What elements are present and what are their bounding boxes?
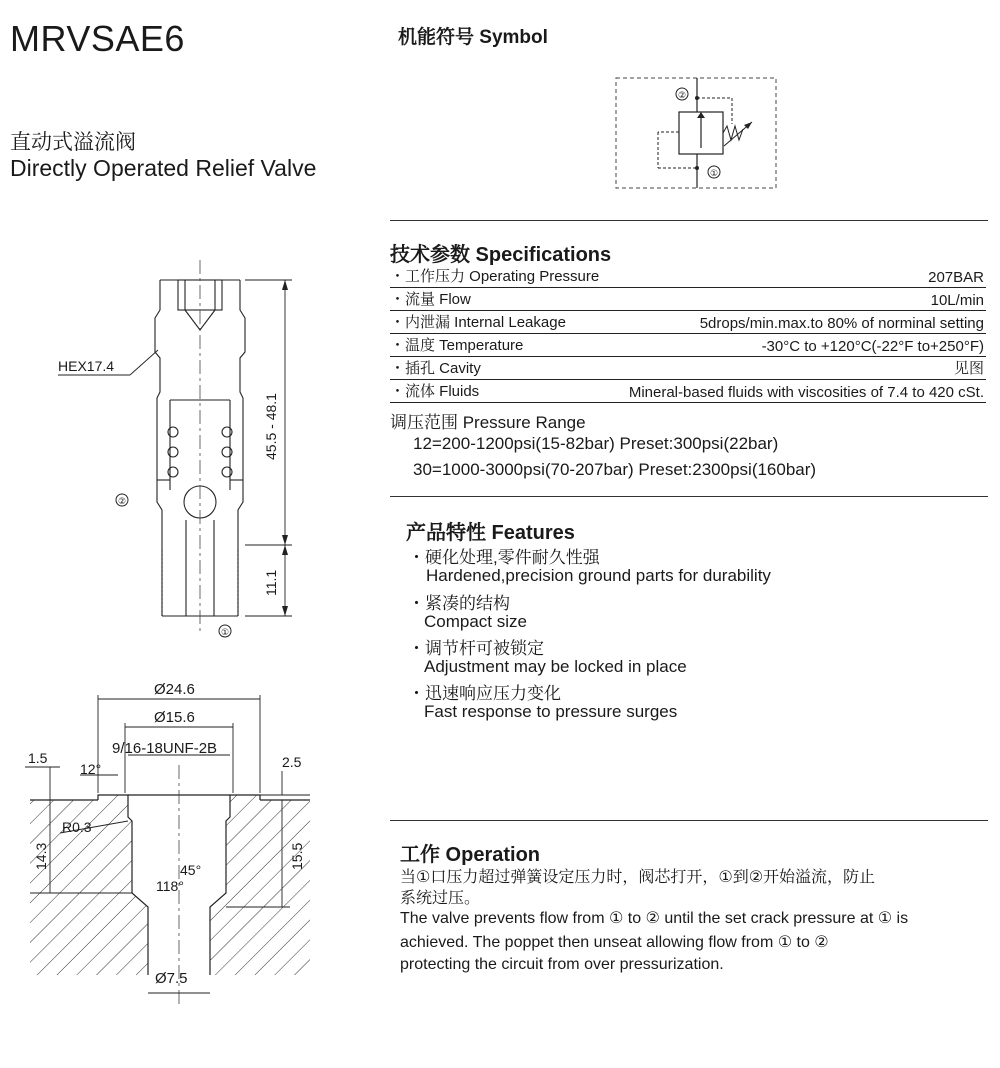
- spec-label: ・内泄漏 Internal Leakage: [390, 314, 566, 331]
- operation-cn-line: 系统过压。: [400, 890, 481, 907]
- dim-diameter-7-5: Ø7.5: [155, 970, 188, 987]
- dim-1-5: 1.5: [28, 750, 48, 766]
- dim-diameter-24-6: Ø24.6: [154, 681, 195, 698]
- hex-label: HEX17.4: [58, 358, 115, 374]
- feature-en: Hardened,precision ground parts for durability: [426, 566, 771, 585]
- feature-en: Adjustment may be locked in place: [424, 657, 687, 676]
- symbol-title: 机能符号 Symbol: [398, 27, 548, 48]
- features-title: 产品特性 Features: [406, 522, 575, 544]
- feature-cn: ・调节杆可被锁定: [408, 639, 544, 658]
- spec-row: [390, 334, 986, 357]
- thread-length-label: 11.1: [263, 569, 279, 596]
- dim-diameter-15-6: Ø15.6: [154, 709, 195, 726]
- spec-label: ・流体 Fluids: [390, 383, 480, 400]
- angle-45: 45°: [180, 862, 202, 878]
- operation-en-line: protecting the circuit from over pressurization.: [400, 956, 724, 973]
- operation-en-line: achieved. The poppet then unseat allowing flow from ① to ②: [400, 934, 829, 951]
- hydraulic-symbol: [610, 74, 780, 192]
- thread-spec: 9/16-18UNF-2B: [112, 740, 218, 757]
- dim-14-3: 14.3: [33, 842, 49, 870]
- divider: [390, 496, 988, 497]
- spec-value: 5drops/min.max.to 80% of norminal setting: [699, 315, 984, 332]
- spec-label: ・温度 Temperature: [390, 337, 524, 354]
- feature-cn: ・紧凑的结构: [408, 594, 510, 613]
- feature-en: Compact size: [424, 612, 527, 631]
- pressure-range-12: 12=200-1200psi(15-82bar) Preset:300psi(22bar): [413, 434, 779, 453]
- angle-12: 12°: [80, 761, 102, 777]
- spec-value: 10L/min: [930, 292, 984, 309]
- spec-label: ・工作压力 Operating Pressure: [390, 268, 600, 285]
- feature-cn: ・迅速响应压力变化: [408, 684, 561, 703]
- operation-en-line: The valve prevents flow from ① to ② until the set crack pressure at ① is: [400, 910, 909, 927]
- spec-row: [390, 288, 986, 311]
- dim-15-5: 15.5: [289, 842, 305, 870]
- spec-value: 207BAR: [928, 269, 984, 286]
- operation-title: 工作 Operation: [400, 844, 541, 866]
- feature-cn: ・硬化处理,零件耐久性强: [408, 548, 600, 567]
- specifications-title: 技术参数 Specifications: [390, 244, 612, 266]
- valve-port-1: ①: [220, 627, 230, 637]
- divider: [390, 220, 988, 221]
- product-name-cn: 直动式溢流阀: [10, 131, 136, 154]
- symbol-port-2: ②: [677, 90, 687, 100]
- spec-value: -30°C to +120°C(-22°F to+250°F): [761, 338, 984, 355]
- radius-label: R0.3: [62, 819, 92, 835]
- valve-port-2: ②: [117, 496, 127, 506]
- valve-drawing: [40, 240, 360, 660]
- model-title: MRVSAE6: [10, 18, 185, 59]
- angle-118: 118°: [156, 878, 184, 894]
- feature-en: Fast response to pressure surges: [424, 702, 678, 721]
- spec-value: 见图: [953, 360, 984, 377]
- product-name-en: Directly Operated Relief Valve: [10, 155, 317, 181]
- cavity-drawing: [20, 675, 340, 1025]
- length-label: 45.5 - 48.1: [263, 393, 279, 460]
- symbol-port-1: ①: [709, 168, 719, 178]
- spec-row: [390, 265, 986, 288]
- spec-row: [390, 380, 986, 403]
- divider: [390, 820, 988, 821]
- dim-2-5: 2.5: [282, 754, 302, 770]
- spec-row: [390, 357, 986, 380]
- pressure-range-30: 30=1000-3000psi(70-207bar) Preset:2300psi(160bar): [413, 460, 817, 479]
- operation-cn-line: 当①口压力超过弹簧设定压力时，阀芯打开，①到②开始溢流，防止: [400, 869, 876, 886]
- spec-label: ・插孔 Cavity: [390, 360, 481, 377]
- pressure-range-title: 调压范围 Pressure Range: [390, 413, 586, 432]
- spec-value: Mineral-based fluids with viscosities of 7.4 to 420 cSt.: [628, 384, 984, 401]
- spec-label: ・流量 Flow: [390, 291, 471, 308]
- spec-row: [390, 311, 986, 334]
